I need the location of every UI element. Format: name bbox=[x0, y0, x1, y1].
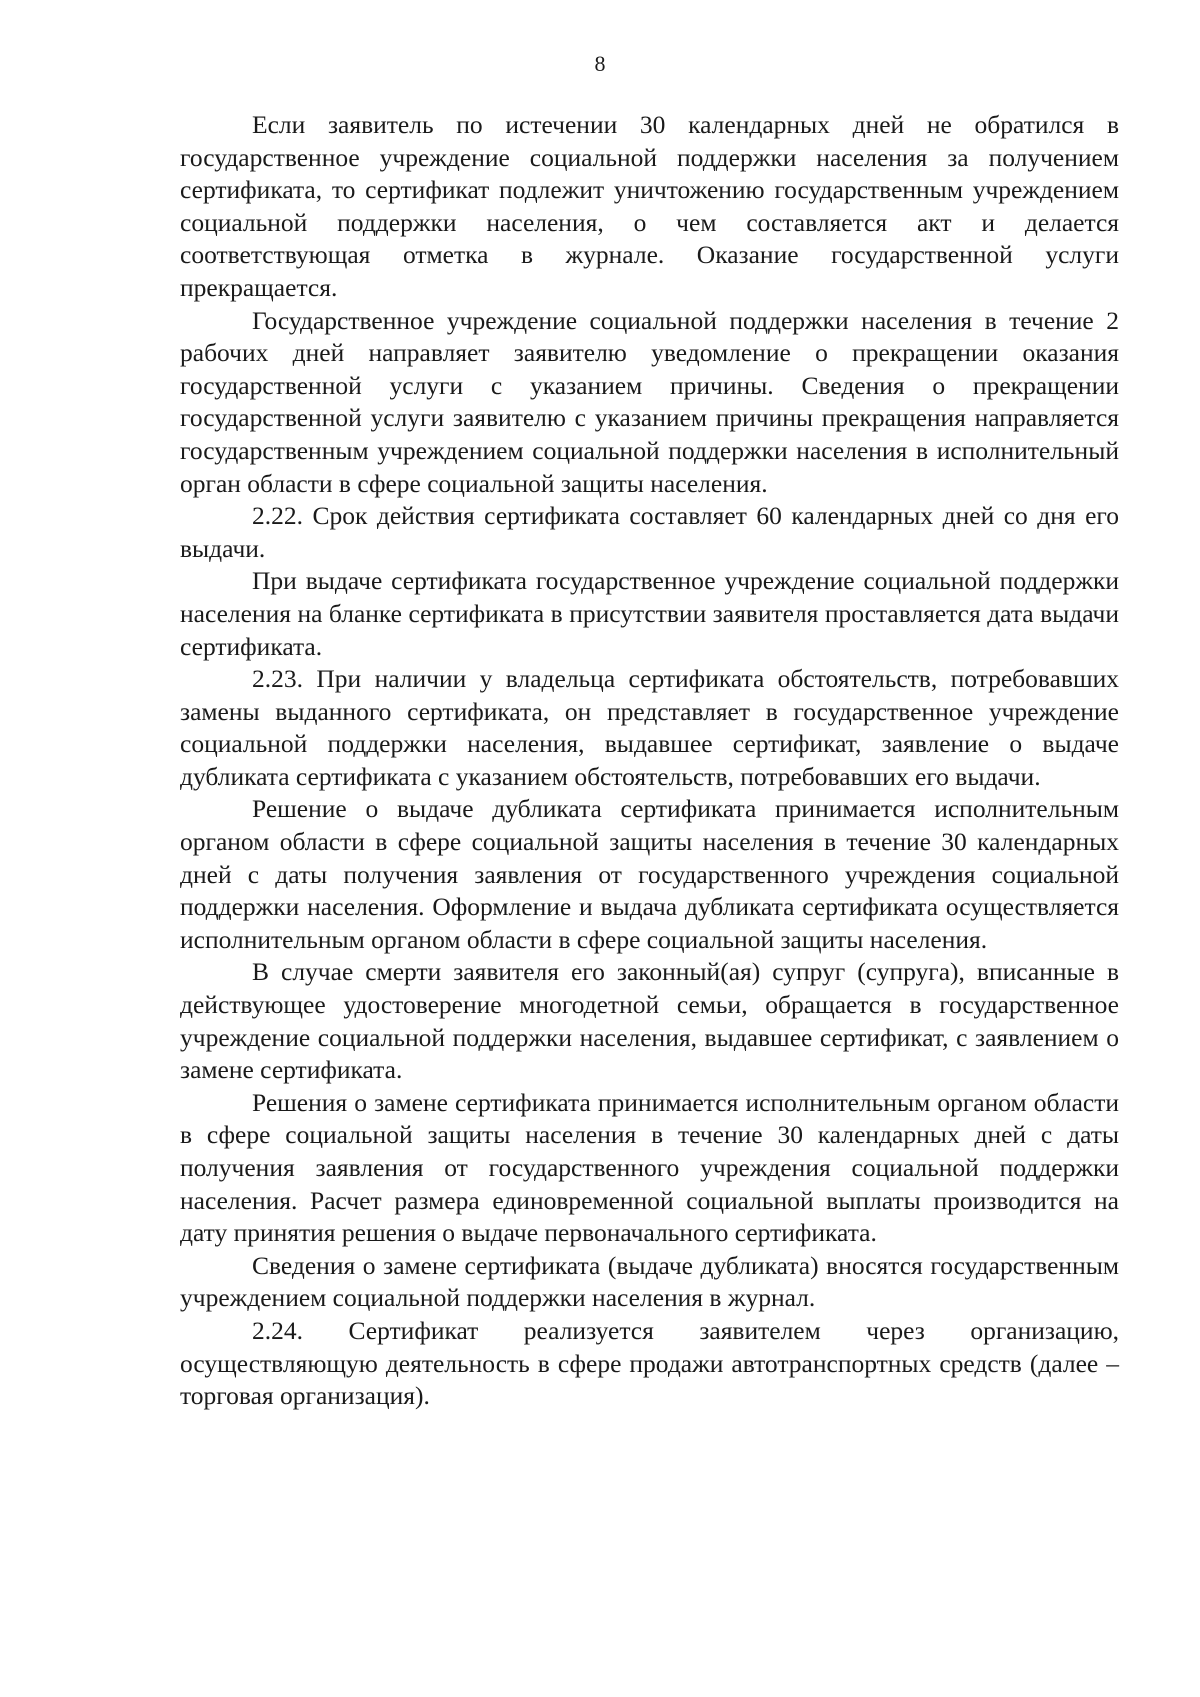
paragraph-journal-entry: Сведения о замене сертификата (выдаче дубликата) вносятся государственным учреждением социальной поддержки населения в журнал. bbox=[180, 1250, 1119, 1313]
paragraph-2-22-validity: 2.22. Срок действия сертификата составляет 60 календарных дней со дня его выдачи. bbox=[180, 501, 1119, 563]
paragraph-duplicate-decision: Решение о выдаче дубликата сертификата принимается исполнительным органом области в сфере социальной защиты населения в течение 30 календарных дней с даты получения заявления от государственного учреждения социальной поддержки населения. Оформление и выдача дубликата сертификата осуществляется исполнительным органом области в сфере социальной защиты населения. bbox=[180, 794, 1119, 954]
document-body bbox=[180, 109, 1119, 1413]
paragraph-2-24-redemption: 2.24. Сертификат реализуется заявителем через организацию, осуществляющую деятельность в сфере продажи автотранспортных средств (далее – торговая организация). bbox=[180, 1315, 1119, 1411]
paragraph-death-of-applicant: В случае смерти заявителя его законный(ая) супруг (супруга), вписанные в действующее удостоверение многодетной семьи, обращается в государственное учреждение социальной поддержки населения, выдавшее сертификат, с заявлением о замене сертификата. bbox=[180, 957, 1119, 1085]
paragraph-termination-notice: Государственное учреждение социальной поддержки населения в течение 2 рабочих дней направляет заявителю уведомление о прекращении оказания государственной услуги с указанием причины. Сведения о прекращении государственной услуги заявителю с указанием причины прекращения направляется государственным учреждением социальной поддержки населения в исполнительный орган области в сфере социальной защиты населения. bbox=[180, 305, 1119, 498]
paragraph-issue-date: При выдаче сертификата государственное учреждение социальной поддержки населения на бланке сертификата в присутствии заявителя проставляется дата выдачи сертификата. bbox=[180, 566, 1119, 661]
paragraph-replacement-decision: Решения о замене сертификата принимается исполнительным органом области в сфере социальной защиты населения в течение 30 календарных дней с даты получения заявления от государственного учреждения социальной поддержки населения. Расчет размера единовременной социальной выплаты производится на дату принятия решения о выдаче первоначального сертификата. bbox=[180, 1087, 1119, 1248]
paragraph-unclaimed-certificate: Если заявитель по истечении 30 календарных дней не обратился в государственное учреждение социальной поддержки населения за получением сертификата, то сертификат подлежит уничтожению государственным учреждением социальной поддержки населения, о чем составляется акт и делается соответствующая отметка в журнале. Оказание государственной услуги прекращается. bbox=[180, 110, 1119, 302]
paragraph-2-23-duplicate-request: 2.23. При наличии у владельца сертификата обстоятельств, потребовавших замены выданного сертификата, он представляет в государственное учреждение социальной поддержки населения, выдавшее сертификат, заявление о выдаче дубликата сертификата с указанием обстоятельств, потребовавших его выдачи. bbox=[180, 664, 1119, 791]
page-number: 8 bbox=[594, 51, 606, 76]
